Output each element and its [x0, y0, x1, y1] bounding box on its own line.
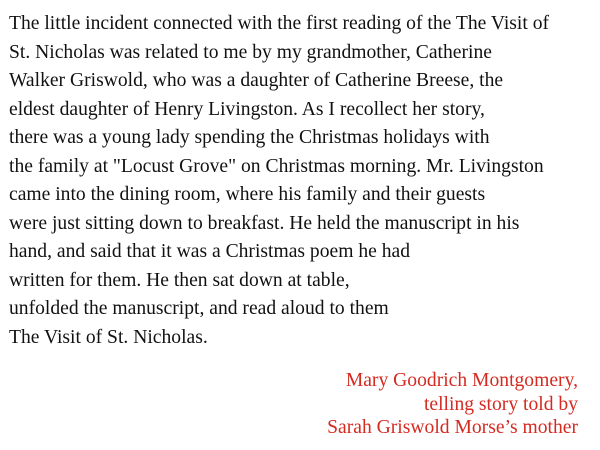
- passage-line: came into the dining room, where his family and their guests: [9, 184, 486, 205]
- passage-line: the family at "Locust Grove" on Christmas morning. Mr. Livingston: [9, 155, 544, 177]
- passage-line: unfolded the manuscript, and read aloud to them: [9, 298, 389, 319]
- attribution-author: Mary Goodrich Montgomery,: [345, 370, 578, 391]
- passage-line: eldest daughter of Henry Livingston. As I recollect her story,: [9, 98, 485, 120]
- passage-line: written for them. He then sat down at table,: [9, 269, 350, 291]
- story-passage: [9, 10, 599, 352]
- attribution-relation: telling story told by: [423, 393, 578, 415]
- passage-line: hand, and said that it was a Christmas poem he had: [9, 241, 411, 262]
- passage-line: Walker Griswold, who was a daughter of Catherine Breese, the: [9, 70, 504, 91]
- passage-line: were just sitting down to breakfast. He held the manuscript in his: [9, 212, 520, 234]
- passage-line: there was a young lady spending the Christmas holidays with: [9, 127, 490, 148]
- passage-line: St. Nicholas was related to me by my grandmother, Catherine: [9, 41, 492, 63]
- passage-line: The Visit of St. Nicholas.: [9, 326, 208, 348]
- attribution-source: Sarah Griswold Morse’s mother: [327, 417, 578, 438]
- attribution-block: [327, 369, 578, 440]
- passage-line: The little incident connected with the first reading of the The Visit of: [9, 13, 550, 34]
